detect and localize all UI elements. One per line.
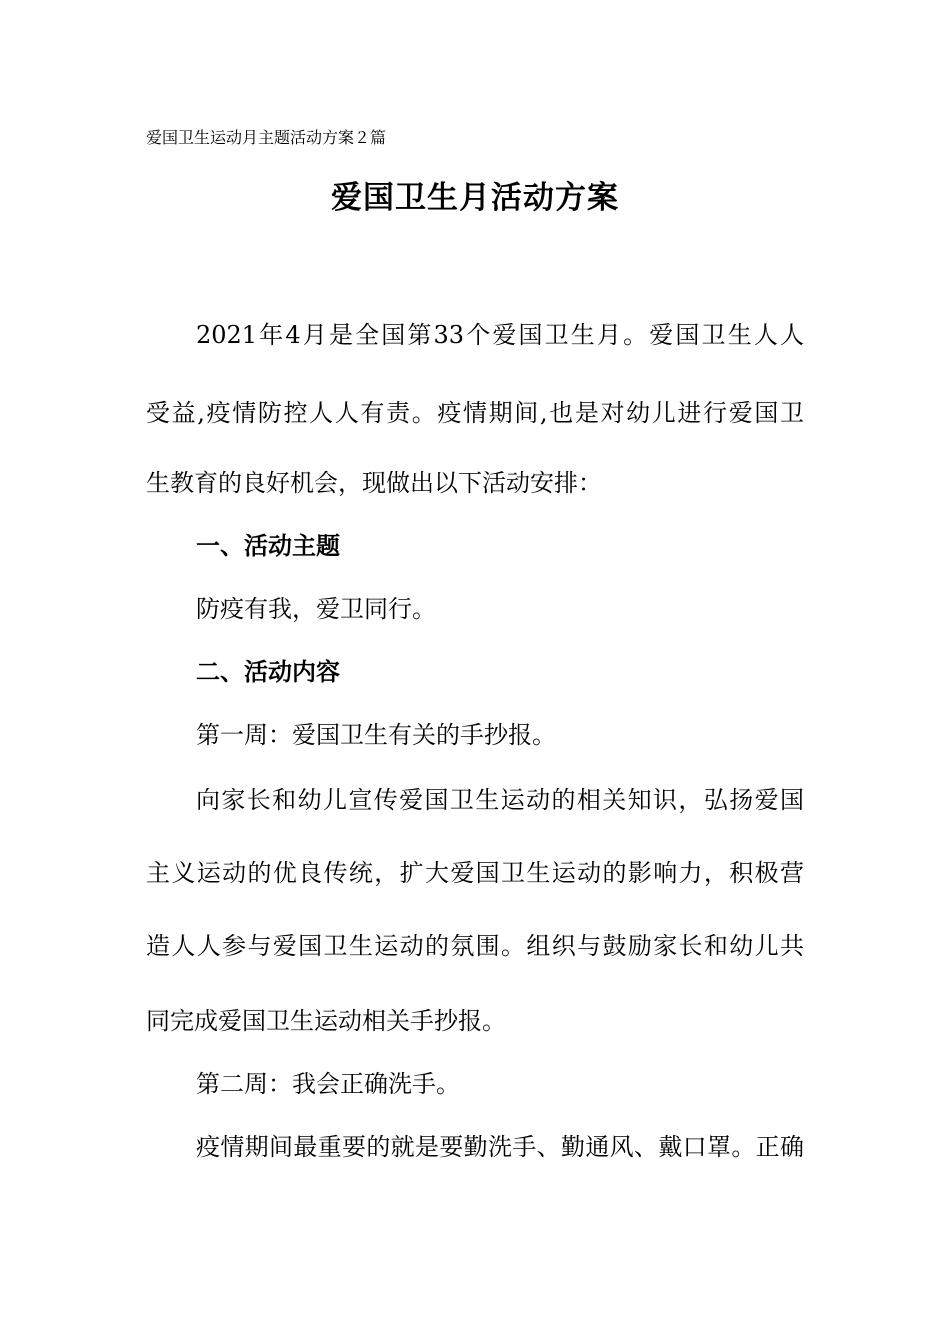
section-1-heading: 一、活动主题 (196, 532, 340, 560)
week-1-line-2: 主义运动的优良传统，扩大爱国卫生运动的影响力，积极营 (146, 859, 804, 887)
page-header: 爱国卫生运动月主题活动方案２篇 (146, 128, 387, 147)
section-1-text: 防疫有我，爱卫同行。 (196, 595, 436, 623)
document-title: 爱国卫生月活动方案 (331, 180, 619, 216)
week-2-line-1: 疫情期间最重要的就是要勤洗手、勤通风、戴口罩。正确 (196, 1133, 804, 1161)
week-1-line-4: 同完成爱国卫生运动相关手抄报。 (146, 1007, 506, 1035)
week-2-title: 第二周：我会正确洗手。 (196, 1070, 460, 1098)
week-1-line-3: 造人人参与爱国卫生运动的氛围。组织与鼓励家长和幼儿共 (146, 932, 804, 960)
intro-line-3: 生教育的良好机会，现做出以下活动安排： (146, 469, 602, 497)
intro-line-2: 受益,疫情防控人人有责。疫情期间,也是对幼儿进行爱国卫 (146, 399, 804, 427)
week-1-line-1: 向家长和幼儿宣传爱国卫生运动的相关知识，弘扬爱国 (196, 786, 804, 814)
week-1-title: 第一周：爱国卫生有关的手抄报。 (196, 721, 556, 749)
intro-line-1: 2021年4月是全国第33个爱国卫生月。爱国卫生人人 (196, 321, 804, 349)
section-2-heading: 二、活动内容 (196, 658, 340, 686)
